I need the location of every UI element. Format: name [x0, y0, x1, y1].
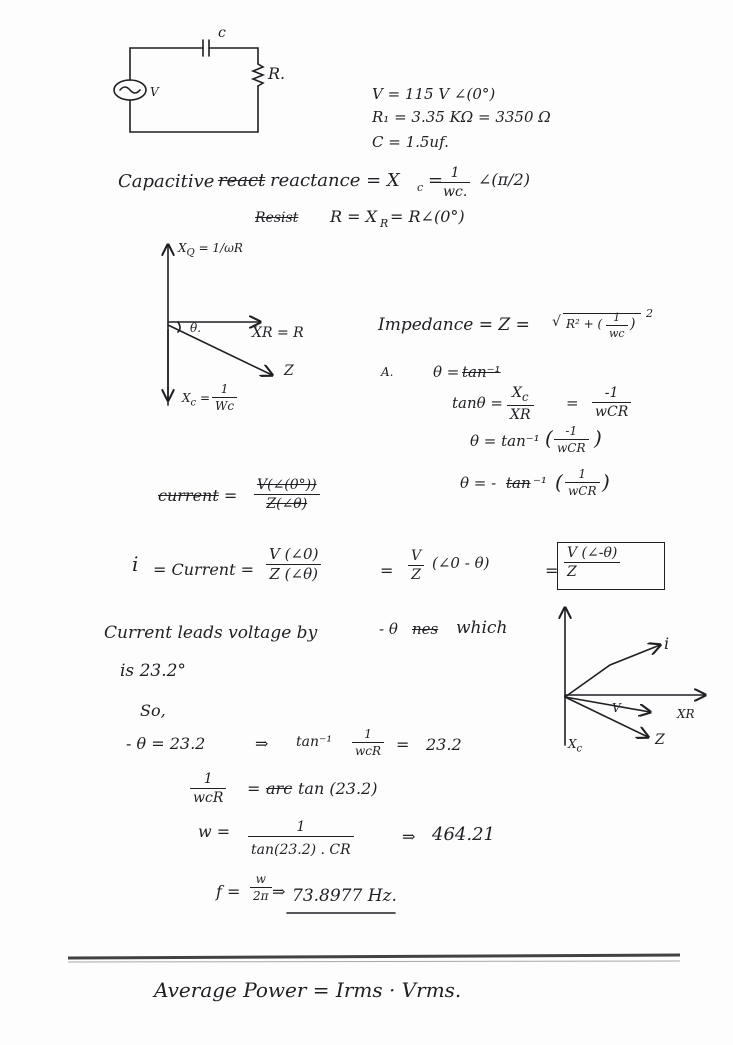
current-label: = Current = [153, 560, 255, 579]
theta-line4: θ = - [460, 474, 497, 492]
sol-l2-rest: tan (23.2) [298, 779, 378, 798]
struck-resist: Resist [255, 210, 299, 226]
current-fraction: $\frac{V (\angle 0)}{Z (\angle\theta)}$ [266, 547, 321, 582]
theta-line1-struck: tan⁻¹ [462, 363, 501, 381]
source-label: V [150, 85, 159, 99]
theta-line4-fraction: 1 wCR [565, 468, 600, 497]
theta-line3: θ = tan⁻¹ [470, 432, 540, 450]
leads-theta: - θ [379, 620, 398, 638]
sol-l3-w: w = [198, 822, 231, 841]
rc-circuit [114, 40, 263, 132]
phasor2-xc: $X_c$ [568, 737, 583, 755]
theta-line4-tail: ⁻¹ [533, 474, 547, 492]
given-resistance: R₁ = 3.35 KΩ = 3350 Ω [372, 108, 551, 126]
sol-l1-eq: = [396, 735, 410, 754]
tan-theta-fraction: $\frac{X_c}{XR}$ [507, 386, 534, 422]
impedance-label: Impedance = Z = [378, 315, 530, 335]
radical-bar [563, 313, 641, 314]
resistance-line: R = X [330, 207, 378, 226]
reactance-label: reactance = X [270, 170, 400, 191]
paren-close-4: ) [602, 470, 610, 494]
phasor2-xr: XR [677, 707, 695, 721]
sol-l1-arrow: ⇒ [255, 734, 269, 753]
so-label: So, [140, 701, 166, 720]
sol-l3-fraction: $\frac{1}{\tan(23.2) . CR}$ [248, 820, 354, 857]
theta-line4-struck: tan [506, 474, 531, 492]
current-eq2: = [380, 561, 394, 580]
sol-l4-fraction: $\frac{w}{2\pi}$ [250, 873, 272, 902]
sol-l1-val: 23.2 [426, 735, 462, 754]
phasor2-z: Z [655, 732, 665, 748]
current-mid-fraction: $\frac{V}{Z}$ [408, 549, 424, 582]
current-i: i [132, 552, 139, 576]
sol-l2-eq: = [247, 779, 261, 798]
sol-l4-val: 73.8977 Hz. [292, 886, 397, 906]
reactance-angle: ∠(π/2) [478, 170, 530, 189]
phasor2-i: i [664, 634, 670, 653]
sol-l4-arrow: ⇒ [272, 882, 286, 901]
xc-fraction: $\frac{1}{Wc}$ [212, 383, 237, 412]
boxed-current-fraction: $\frac{V (\angle-\theta)}{Z}$ [564, 546, 620, 579]
tan-equals: = [566, 394, 579, 412]
impedance-exponent: 2 [646, 307, 653, 320]
reactance-sub: c [417, 181, 424, 194]
reactance-fraction: $\frac{1}{wc.}$ [440, 166, 470, 199]
z-label: Z [284, 363, 294, 379]
resistor-label: R. [268, 64, 286, 83]
resistance-tail: = R∠(0°) [390, 207, 465, 226]
average-power: Average Power = Irms · Vrms. [154, 978, 462, 1002]
radical-sign: √ [552, 314, 561, 330]
struck-current-fraction: $\frac{V(\angle(0^\circ))}{Z(\angle\theta)}$ [254, 478, 320, 511]
theta-line1: θ = [433, 363, 460, 381]
paren-close-3: ) [594, 426, 602, 450]
radical-content: R² + ( [566, 317, 603, 331]
struck-word: react [218, 170, 266, 191]
radical-close: ) [630, 316, 636, 332]
tan-theta-label: tanθ = [452, 394, 503, 412]
paren-open-3: ( [545, 426, 553, 450]
sol-l2-struck: arc [266, 779, 293, 798]
sol-l1-left: - θ = 23.2 [126, 734, 206, 753]
xq-label: $X_Q = 1/\omega R$ [178, 241, 243, 259]
tan-result-fraction: -1 wCR [592, 386, 631, 419]
leads-which: which [456, 618, 508, 638]
leads-line1: Current leads voltage by [104, 623, 318, 643]
struck-current-label: current = [158, 486, 238, 505]
current-mid-angle: (∠0 - θ) [432, 554, 490, 572]
reactance-equals: = [428, 170, 444, 191]
sol-l1-fraction: 1 wcR [352, 728, 384, 757]
leads-line2: is 23.2° [120, 661, 186, 681]
capacitor-label: c [218, 25, 226, 41]
capacitive-reactance-line: Capacitive [118, 171, 215, 192]
leads-struck: nes [412, 620, 439, 638]
xc-label: $X_c$ = [182, 391, 211, 409]
xr-label: XR = R [252, 325, 304, 341]
phasor2-v: V [612, 701, 621, 715]
theta-line3-fraction: -1 wCR [554, 425, 589, 454]
sol-l4-f: f = [216, 882, 241, 901]
impedance-inner-fraction: $\frac{1}{wc}$ [606, 312, 628, 339]
sol-l2-fraction: 1 wcR [190, 772, 226, 805]
resistance-sub: R [380, 217, 389, 230]
sol-l3-arrow: ⇒ [402, 827, 416, 846]
current-eq3: = [545, 561, 559, 580]
given-capacitance: C = 1.5uf. [372, 133, 449, 151]
given-voltage: V = 115 V ∠(0°) [372, 85, 496, 103]
paren-open-4: ( [555, 470, 563, 494]
sol-l1-tan: tan⁻¹ [296, 734, 332, 750]
theta-label: θ. [190, 321, 202, 335]
step-bullet: A. [381, 365, 394, 379]
sol-l3-val: 464.21 [432, 824, 495, 845]
